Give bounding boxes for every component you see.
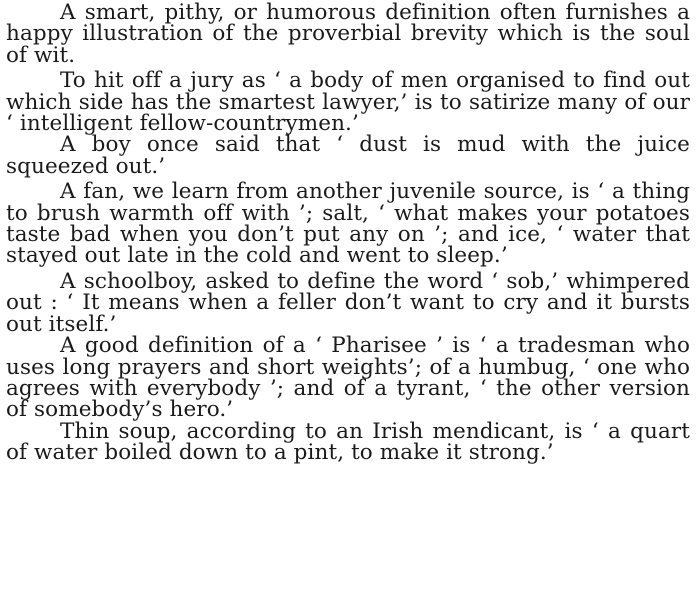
paragraph-pharisee: A good definition of a ‘ Pharisee ’ is ‘ a tradesman who uses long prayers and short weights’; of a humbug, ‘ one who agrees with everybody ’; and of a tyrant, ‘ the other version of somebody’s hero.’ <box>6 333 690 423</box>
paragraph-wit-definition: A smart, pithy, or humorous definition often furnishes a happy illustration of the proverbial brevity which is the soul of wit. <box>6 0 690 68</box>
paragraph-fan-salt-ice: A fan, we learn from another juvenile source, is ‘ a thing to brush warmth off with ’; salt, ‘ what makes your potatoes taste bad when you don’t put any on ’; and ice, ‘ water that stayed out late in the cold and went to sleep.’ <box>6 179 690 269</box>
paragraph-dust: A boy once said that ‘ dust is mud with the juice squeezed out.’ <box>6 132 690 179</box>
paragraph-thin-soup: Thin soup, according to an Irish mendicant, is ‘ a quart of water boiled down to a pint, to make it strong.’ <box>6 418 690 466</box>
document-page <box>6 2 690 464</box>
paragraph-sob: A schoolboy, asked to define the word ‘ sob,’ whimpered out : ‘ It means when a feller don’t want to cry and it bursts out itself.’ <box>6 268 690 337</box>
paragraph-jury: To hit off a jury as ‘ a body of men organised to find out which side has the smartest lawyer,’ is to satirize many of our ‘ intelligent fellow-countrymen.’ <box>6 68 690 137</box>
